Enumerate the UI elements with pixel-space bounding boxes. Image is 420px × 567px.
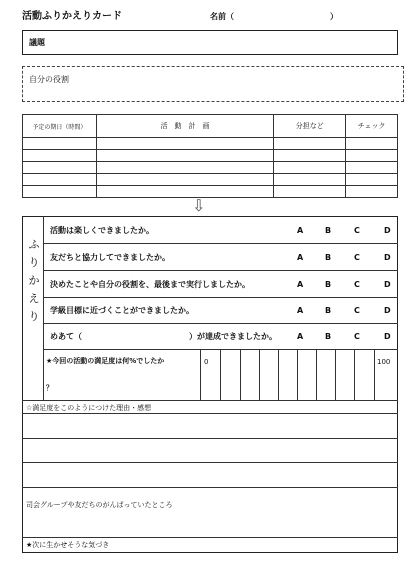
name-label: 名前（ [210,12,234,21]
grade-c[interactable]: C [354,332,360,341]
card-title: 活動ふりかえりカード [22,11,122,22]
satisfaction-q2: ？ [46,384,53,392]
grade-d[interactable]: D [384,280,391,289]
scale-min: 0 [204,358,209,366]
goal-suffix: ）が達成できましたか。 [189,332,277,341]
grade-d[interactable]: D [384,226,391,235]
topic-box[interactable] [22,30,398,55]
satisfaction-question: ★今回の活動の満足度は何%でしたか [46,357,165,365]
table-row [23,162,398,174]
question-2: 友だちと協力してできましたか。 [50,253,170,262]
topic-label: 議題 [29,38,45,47]
grade-d[interactable]: D [384,332,391,341]
grade-d[interactable]: D [384,306,391,315]
table-row [23,138,398,150]
grade-a[interactable]: A [297,253,304,262]
grade-c[interactable]: C [354,226,360,235]
table-row [23,150,398,162]
plan-header-check: チェック [346,115,398,138]
table-row [23,186,398,198]
table-row [23,174,398,186]
grade-b[interactable]: B [325,253,332,262]
grade-a[interactable]: A [297,332,304,341]
next-label: ★次に生かせそうな気づき [26,541,110,549]
role-label: 自分の役割 [29,75,69,84]
grade-c[interactable]: C [354,253,360,262]
grade-b[interactable]: B [325,332,332,341]
goal-prefix: めあて（ [50,332,82,341]
grade-c[interactable]: C [354,306,360,315]
grade-d[interactable]: D [384,253,391,262]
reason-label: ☆満足度をこのようにつけた理由・感想 [26,404,152,412]
down-arrow-icon: ⇩ [192,196,206,215]
plan-header-role: 分担など [274,115,346,138]
plan-header-plan: 活 動 計 画 [96,115,274,138]
grade-a[interactable]: A [297,226,304,235]
scale-max: 100 [377,358,391,366]
satisfaction-scale[interactable] [200,349,398,400]
grade-b[interactable]: B [325,280,332,289]
question-1: 活動は楽しくできましたか。 [50,226,154,235]
grade-a[interactable]: A [297,306,304,315]
name-close: ） [330,12,338,21]
grade-c[interactable]: C [354,280,360,289]
question-3: 決めたことや自分の役割を、最後まで実行しましたか。 [50,280,250,289]
plan-table [22,114,398,198]
plan-header-date: 予定の期日（時間） [23,115,97,138]
role-box[interactable] [22,66,404,102]
grade-a[interactable]: A [297,280,304,289]
praise-label: 司会グループや友だちのがんばっていたところ [26,501,173,509]
grade-b[interactable]: B [325,306,332,315]
side-label: ふ り か え り [28,238,40,323]
question-4: 学級目標に近づくことができましたか。 [50,306,194,315]
grade-b[interactable]: B [325,226,332,235]
